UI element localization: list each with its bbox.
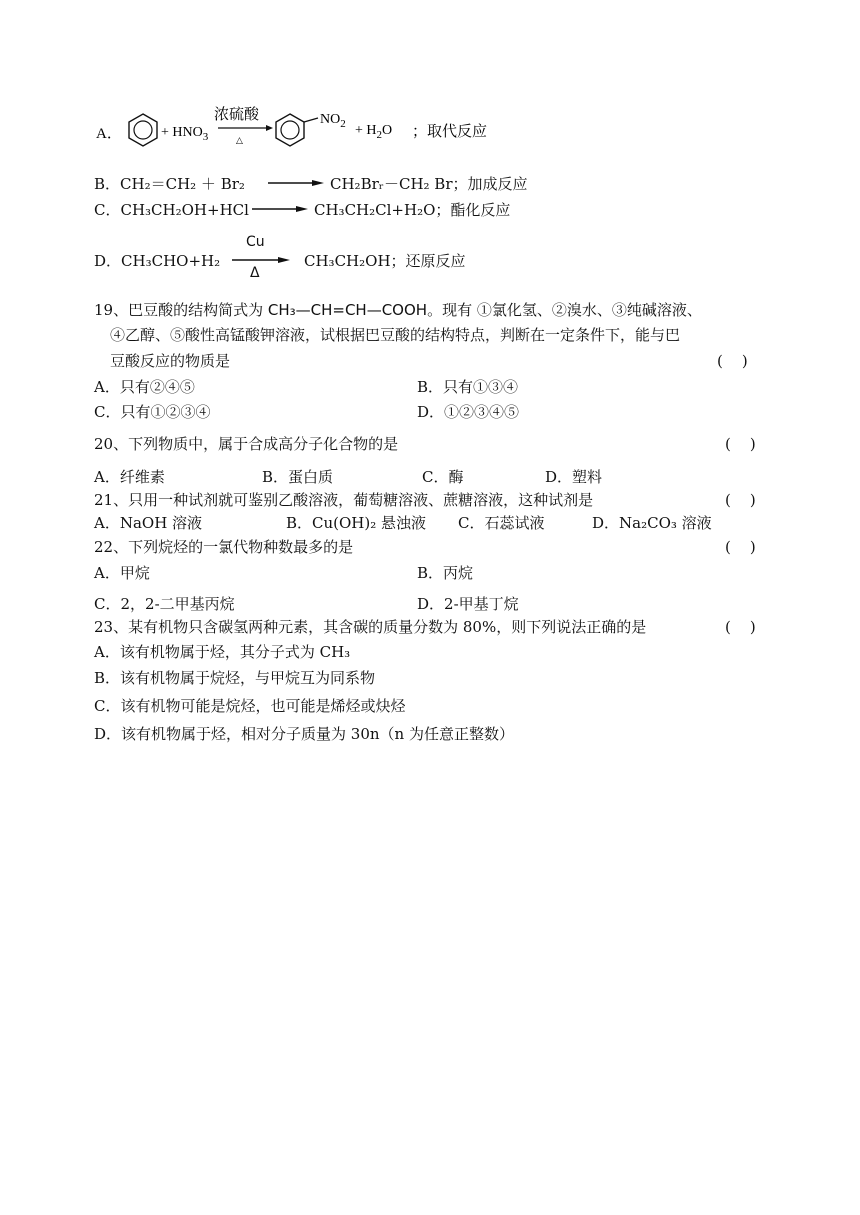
q18-option-b-right: CH₂Brᵣ－CH₂ Br；加成反应 [330, 175, 528, 193]
q22-option-c: C．2，2-二甲基丙烷 [94, 595, 235, 613]
q20-answer-paren: ( ) [725, 435, 756, 453]
benzene-ring-icon [129, 114, 157, 146]
q19-stem-line3: 豆酸反应的物质是 [110, 352, 231, 370]
q21-answer-paren: ( ) [725, 491, 756, 509]
q18-a-suffix: ；取代反应 [412, 124, 488, 140]
q18-option-d-left: D．CH₃CHO+H₂ [94, 252, 221, 270]
nitration-equation-figure [0, 98, 600, 158]
q21-stem: 21、只用一种试剂就可鉴别乙酸溶液，葡萄糖溶液、蔗糖溶液，这种试剂是 [94, 491, 594, 509]
q19-answer-paren: ( ) [717, 352, 748, 370]
q22-option-a: A．甲烷 [94, 564, 150, 582]
q18-option-d-right: CH₃CH₂OH；还原反应 [304, 252, 466, 270]
q21-option-b: B．Cu(OH)₂ 悬浊液 [286, 514, 427, 532]
q20-option-b: B．蛋白质 [262, 468, 334, 486]
q18-a-condition: 浓硫酸 [214, 105, 260, 123]
q20-option-a: A．纤维素 [94, 468, 165, 486]
q22-option-d: D．2-甲基丁烷 [417, 595, 519, 613]
nitrobenzene-ring-icon [276, 114, 318, 146]
reaction-arrow-icon [252, 202, 308, 216]
q20-stem: 20、下列物质中，属于合成高分子化合物的是 [94, 435, 399, 453]
q23-option-c: C．该有机物可能是烷烃，也可能是烯烃或炔烃 [94, 697, 406, 715]
q19-option-d: D．①②③④⑤ [417, 403, 520, 421]
q23-option-b: B．该有机物属于烷烃，与甲烷互为同系物 [94, 669, 376, 687]
q18-option-b-left: B．CH₂＝CH₂ ＋ Br₂ [94, 175, 245, 193]
q21-option-d: D．Na₂CO₃ 溶液 [592, 514, 712, 532]
q18-a-h2osub: 2 [376, 129, 383, 141]
q18-a-sub1: 3 [202, 131, 209, 143]
q23-option-d: D．该有机物属于烃，相对分子质量为 30n（n 为任意正整数） [94, 725, 514, 743]
q21-option-c: C．石蕊试液 [458, 514, 545, 532]
q23-stem: 23、某有机物只含碳氢两种元素，其含碳的质量分数为 80%，则下列说法正确的是 [94, 618, 647, 636]
q19-stem-line2: ④乙醇、⑤酸性高锰酸钾溶液，试根据巴豆酸的结构特点，判断在一定条件下，能与巴 [110, 326, 681, 344]
q22-option-b: B．丙烷 [417, 564, 474, 582]
q22-answer-paren: ( ) [725, 538, 756, 556]
q21-option-a: A．NaOH 溶液 [94, 514, 203, 532]
q22-stem: 22、下列烷烃的一氯代物种数最多的是 [94, 538, 354, 556]
q23-answer-paren: ( ) [725, 618, 756, 636]
q18-option-c-right: CH₃CH₂Cl+H₂O；酯化反应 [314, 201, 511, 219]
q18-option-c-left: C．CH₃CH₂OH+HCl [94, 201, 249, 219]
q19-stem-suffix: 。现有 ①氯化氢、②溴水、③纯碱溶液、 [427, 301, 702, 319]
q18-a-letter: A． [96, 126, 122, 142]
svg-text:NO2 [320, 112, 346, 130]
q20-option-c: C．酶 [422, 468, 464, 486]
q19-formula: CH₃—CH=CH—COOH [267, 301, 428, 319]
q19-option-c: C．只有①②③④ [94, 403, 211, 421]
q18-d-heat: Δ [250, 265, 260, 281]
q18-a-no2sub: 2 [340, 118, 346, 130]
q18-d-condition: Cu [246, 234, 265, 250]
svg-text:+ HNO3 [161, 125, 209, 143]
q20-option-d: D．塑料 [545, 468, 603, 486]
q19-stem-prefix: 19、巴豆酸的结构简式为 [94, 301, 268, 319]
q18-a-heat: △ [236, 135, 243, 145]
svg-text:+ H2O [355, 123, 392, 141]
q18-a-no2: NO [320, 112, 341, 127]
q19-stem-line1 [94, 300, 702, 320]
q18-a-plus2: + H [355, 123, 377, 138]
q18-a-plus1: + HNO [161, 125, 203, 140]
q18-a-h2oend: O [382, 123, 393, 138]
q19-option-b: B．只有①③④ [417, 378, 519, 396]
q23-option-a: A．该有机物属于烃，其分子式为 CH₃ [94, 643, 351, 661]
q18-option-a [0, 98, 860, 158]
reaction-arrow-icon [232, 253, 290, 267]
q19-option-a: A．只有②④⑤ [94, 378, 195, 396]
reaction-arrow-icon [268, 176, 324, 190]
